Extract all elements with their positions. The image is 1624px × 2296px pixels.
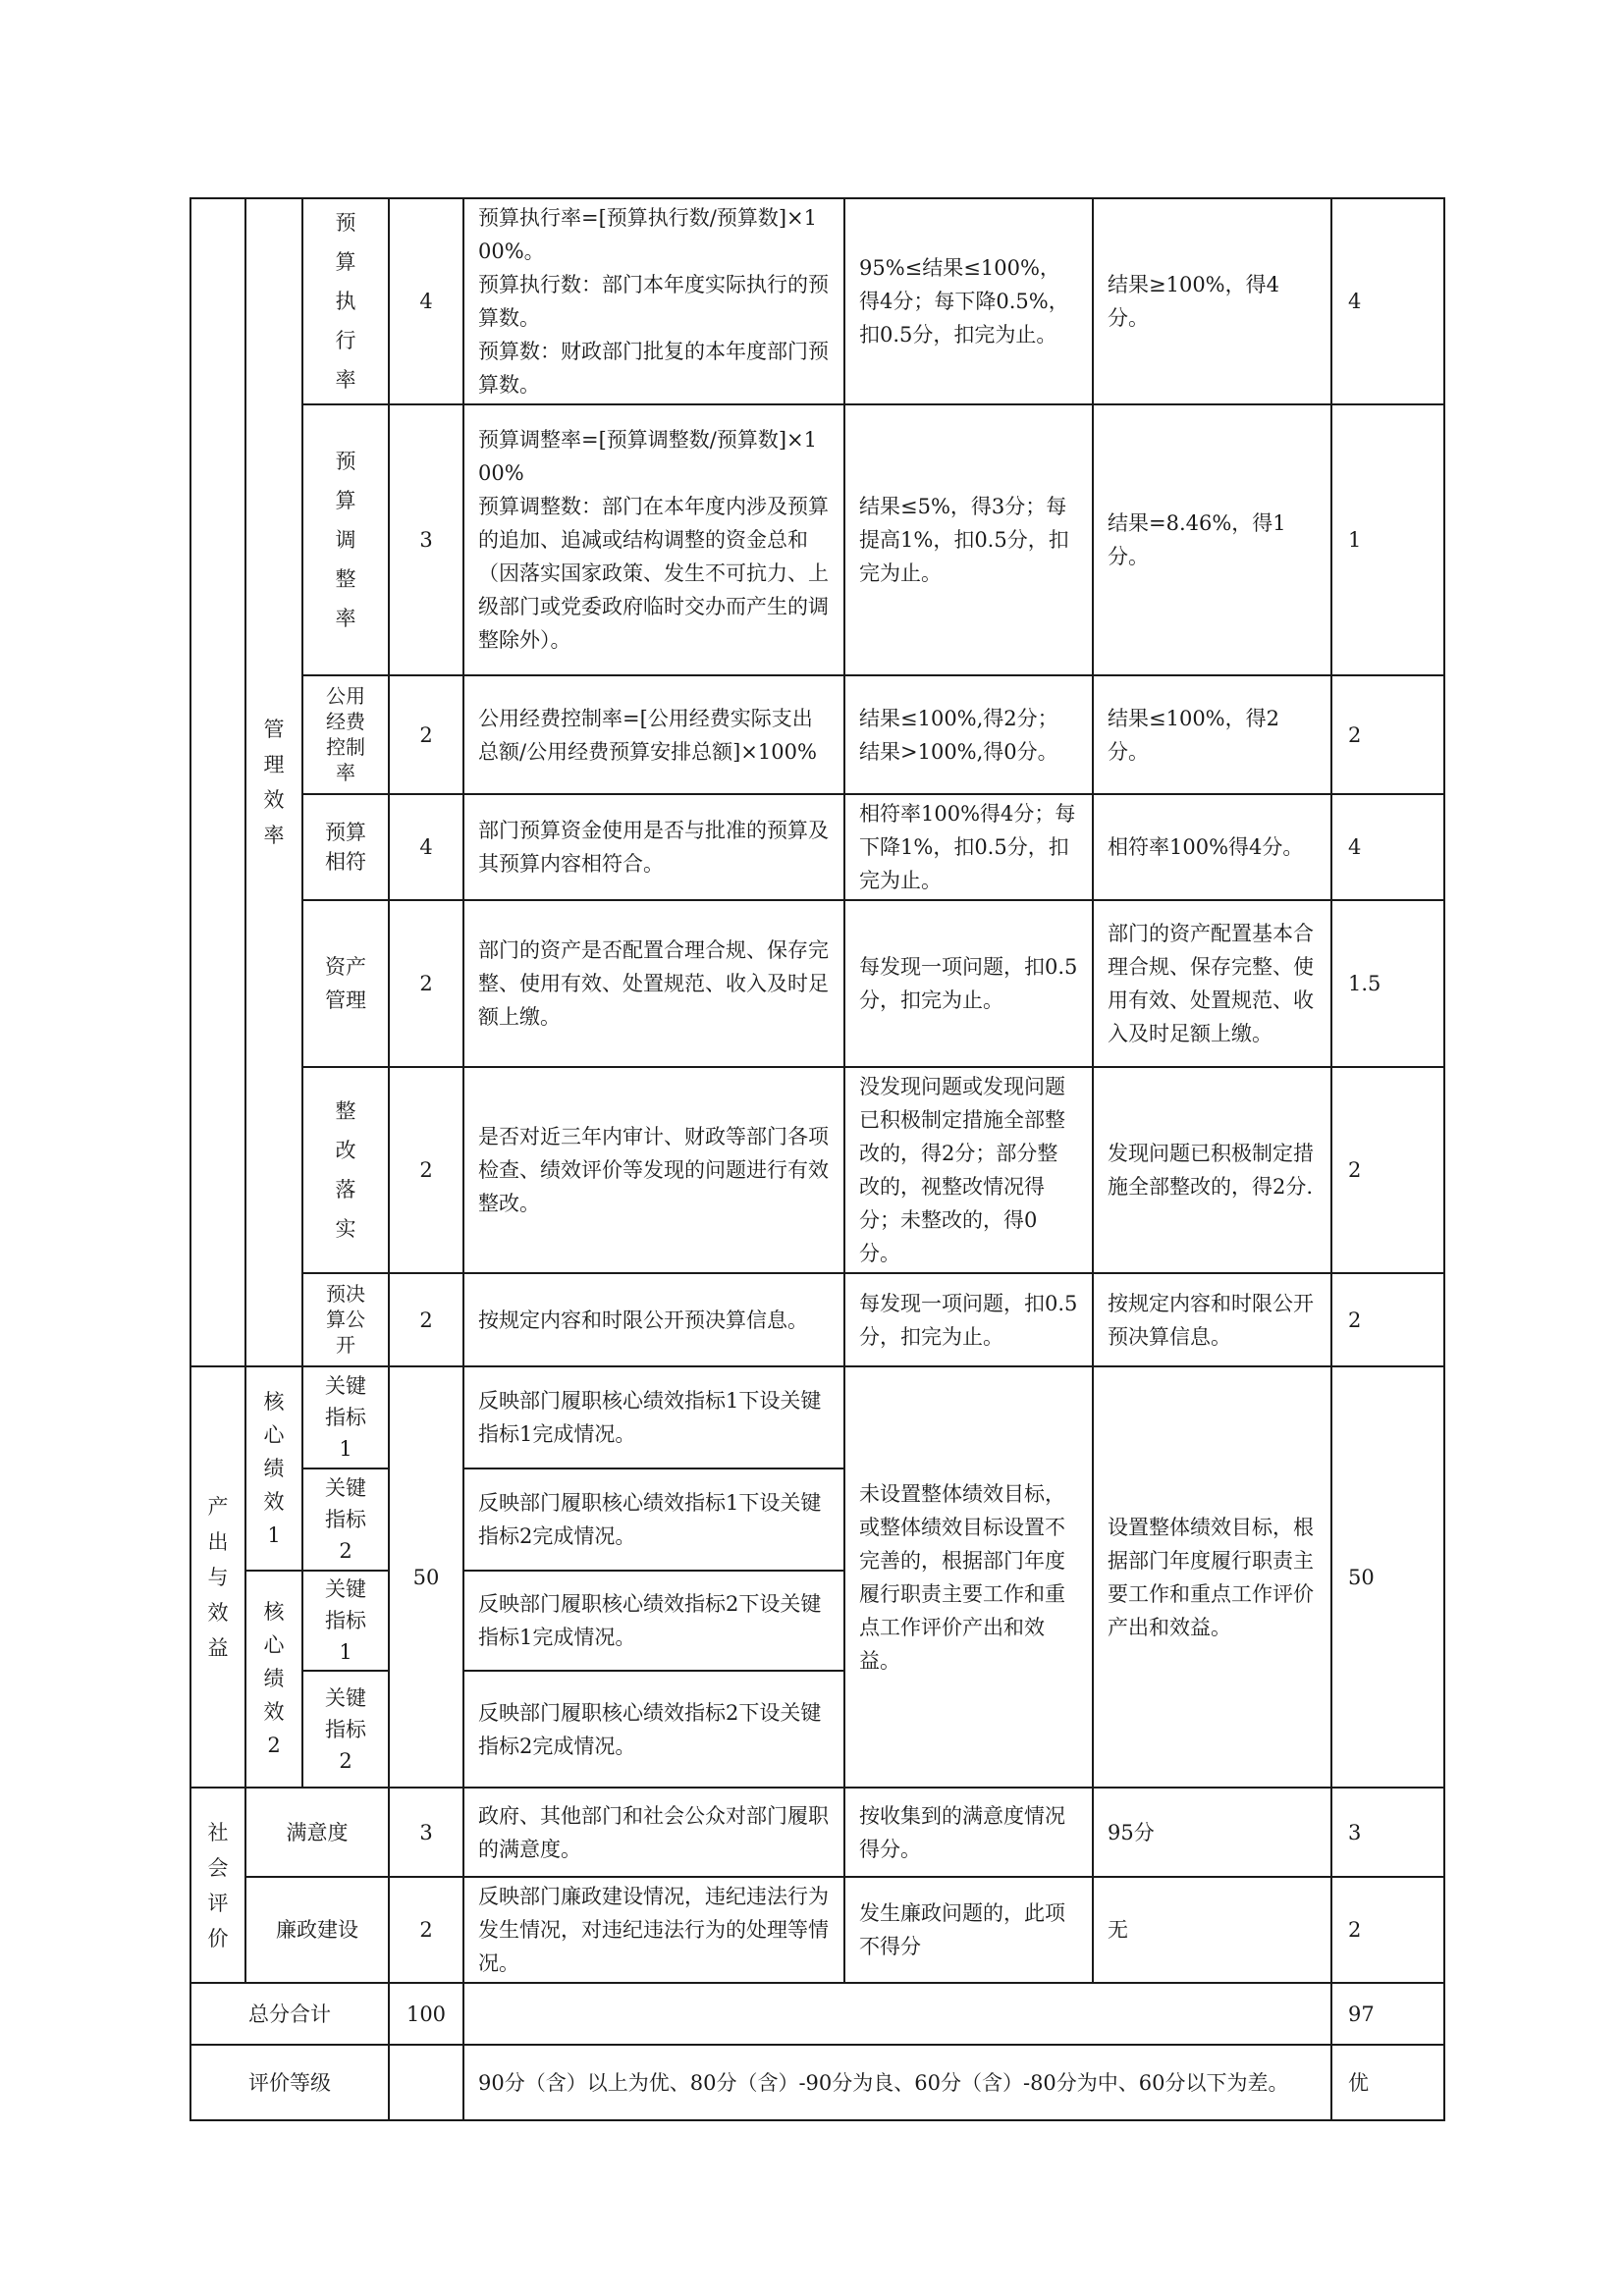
level2-label: 管理效率 bbox=[263, 718, 285, 847]
final-score-cell: 3 bbox=[1331, 1788, 1444, 1877]
level3-label: 关键指标2 bbox=[325, 1476, 366, 1563]
grade-content-cell: 90分（含）以上为优、80分（含）-90分为良、60分（含）-80分为中、60分以下为差。 bbox=[463, 2045, 1331, 2120]
level3-public-expense-control bbox=[302, 675, 389, 794]
result-cell: 95分 bbox=[1093, 1788, 1331, 1877]
level3-budget-execution bbox=[302, 198, 389, 404]
total-empty-cell bbox=[463, 1983, 1331, 2045]
table-row bbox=[190, 404, 1444, 675]
standard-cell: 每发现一项问题，扣0.5分，扣完为止。 bbox=[844, 1273, 1093, 1366]
content-cell: 公用经费控制率=[公用经费实际支出总额/公用经费预算安排总额]×100% bbox=[463, 675, 844, 794]
result-cell: 结果≥100%，得4分。 bbox=[1093, 198, 1331, 404]
score-cell: 2 bbox=[389, 1067, 463, 1273]
final-score-cell: 1.5 bbox=[1331, 900, 1444, 1067]
grade-row bbox=[190, 2045, 1444, 2120]
level3-label: 关键指标1 bbox=[325, 1374, 366, 1461]
score-cell: 2 bbox=[389, 675, 463, 794]
standard-cell: 95%≤结果≤100%，得4分；每下降0.5%，扣0.5分，扣完为止。 bbox=[844, 198, 1093, 404]
level1-social-evaluation bbox=[190, 1788, 245, 1983]
level3-label: 关键指标2 bbox=[325, 1685, 366, 1773]
standard-cell: 相符率100%得4分；每下降1%，扣0.5分，扣完为止。 bbox=[844, 794, 1093, 900]
standard-cell: 没发现问题或发现问题已积极制定措施全部整改的，得2分；部分整改的，视整改情况得分；未整改的，得0分。 bbox=[844, 1067, 1093, 1273]
standard-cell: 按收集到的满意度情况得分。 bbox=[844, 1788, 1093, 1877]
final-score-cell: 1 bbox=[1331, 404, 1444, 675]
level3-key-indicator bbox=[302, 1671, 389, 1788]
final-score-cell: 2 bbox=[1331, 1067, 1444, 1273]
standard-cell: 每发现一项问题，扣0.5分，扣完为止。 bbox=[844, 900, 1093, 1067]
table-row bbox=[190, 198, 1444, 404]
score-cell: 4 bbox=[389, 794, 463, 900]
content-cell: 反映部门履职核心绩效指标1下设关键指标1完成情况。 bbox=[463, 1366, 844, 1468]
total-score-cell: 100 bbox=[389, 1983, 463, 2045]
content-cell: 反映部门履职核心绩效指标2下设关键指标1完成情况。 bbox=[463, 1571, 844, 1671]
result-cell: 部门的资产配置基本合理合规、保存完整、使用有效、处置规范、收入及时足额上缴。 bbox=[1093, 900, 1331, 1067]
content-cell: 政府、其他部门和社会公众对部门履职的满意度。 bbox=[463, 1788, 844, 1877]
result-cell: 结果≤100%，得2分。 bbox=[1093, 675, 1331, 794]
score-cell: 3 bbox=[389, 404, 463, 675]
content-text: 预算调整率=[预算调整数/预算数]×100% 预算调整数：部门在本年度内涉及预算的追加、追减或结构调整的资金总和（因落实国家政策、发生不可抗力、上级部门或党委政府临时交办而产生的调整除外）。 bbox=[478, 428, 829, 652]
result-cell: 结果=8.46%，得1分。 bbox=[1093, 404, 1331, 675]
standard-cell: 发生廉政问题的，此项不得分 bbox=[844, 1877, 1093, 1983]
grade-label: 评价等级 bbox=[190, 2045, 389, 2120]
final-score-cell: 2 bbox=[1331, 1273, 1444, 1366]
table-row bbox=[190, 675, 1444, 794]
level1-label: 产出与效益 bbox=[207, 1494, 229, 1660]
level2-core1 bbox=[245, 1366, 302, 1571]
content-cell: 部门预算资金使用是否与批准的预算及其预算内容相符合。 bbox=[463, 794, 844, 900]
level2-core2 bbox=[245, 1571, 302, 1788]
final-score-cell: 2 bbox=[1331, 675, 1444, 794]
level3-key-indicator bbox=[302, 1468, 389, 1571]
result-cell: 按规定内容和时限公开预决算信息。 bbox=[1093, 1273, 1331, 1366]
content-cell bbox=[463, 198, 844, 404]
content-cell: 反映部门廉政建设情况，违纪违法行为发生情况，对违纪违法行为的处理等情况。 bbox=[463, 1877, 844, 1983]
level3-rectification bbox=[302, 1067, 389, 1273]
satisfaction-label: 满意度 bbox=[245, 1788, 389, 1877]
total-label: 总分合计 bbox=[190, 1983, 389, 2045]
level3-key-indicator bbox=[302, 1571, 389, 1671]
content-text: 预算执行率=[预算执行数/预算数]×100%。 预算执行数：部门本年度实际执行的预算数。 预算数：财政部门批复的本年度部门预算数。 bbox=[478, 206, 829, 397]
level3-asset-management bbox=[302, 900, 389, 1067]
content-cell: 反映部门履职核心绩效指标1下设关键指标2完成情况。 bbox=[463, 1468, 844, 1571]
table-row bbox=[190, 1788, 1444, 1877]
level2-management-efficiency bbox=[245, 198, 302, 1366]
level3-label: 公用经费控制率 bbox=[326, 683, 365, 784]
level2-label: 核心绩效2 bbox=[263, 1600, 285, 1757]
level1-output-benefit bbox=[190, 1366, 245, 1788]
final-score-cell: 4 bbox=[1331, 794, 1444, 900]
content-cell: 部门的资产是否配置合理合规、保存完整、使用有效、处置规范、收入及时足额上缴。 bbox=[463, 900, 844, 1067]
level3-label: 预算相符 bbox=[325, 821, 366, 874]
level3-budget-disclosure bbox=[302, 1273, 389, 1366]
level3-label: 关键指标1 bbox=[325, 1577, 366, 1664]
score-cell: 2 bbox=[389, 900, 463, 1067]
score-cell: 2 bbox=[389, 1273, 463, 1366]
level3-label: 预算执行率 bbox=[335, 211, 356, 392]
result-cell: 相符率100%得4分。 bbox=[1093, 794, 1331, 900]
level3-budget-consistency bbox=[302, 794, 389, 900]
table-row bbox=[190, 1877, 1444, 1983]
standard-cell: 结果≤5%，得3分；每提高1%，扣0.5分，扣完为止。 bbox=[844, 404, 1093, 675]
result-cell: 无 bbox=[1093, 1877, 1331, 1983]
integrity-label: 廉政建设 bbox=[245, 1877, 389, 1983]
standard-cell: 结果≤100%,得2分；结果>100%,得0分。 bbox=[844, 675, 1093, 794]
level1-cell-empty bbox=[190, 198, 245, 1366]
table-row bbox=[190, 794, 1444, 900]
table-row bbox=[190, 1067, 1444, 1273]
level3-key-indicator bbox=[302, 1366, 389, 1468]
level3-label: 预决算公开 bbox=[326, 1281, 365, 1357]
level3-label: 整改落实 bbox=[335, 1099, 356, 1241]
level2-label: 核心绩效1 bbox=[263, 1389, 285, 1547]
result-cell: 发现问题已积极制定措施全部整改的，得2分. bbox=[1093, 1067, 1331, 1273]
total-final-cell: 97 bbox=[1331, 1983, 1444, 2045]
table-row bbox=[190, 900, 1444, 1067]
final-score-cell: 4 bbox=[1331, 198, 1444, 404]
score-cell: 4 bbox=[389, 198, 463, 404]
final-score-cell: 50 bbox=[1331, 1366, 1444, 1788]
score-cell: 50 bbox=[389, 1366, 463, 1788]
level3-label: 资产管理 bbox=[325, 955, 366, 1012]
evaluation-table bbox=[189, 197, 1445, 2121]
total-row bbox=[190, 1983, 1444, 2045]
content-cell: 按规定内容和时限公开预决算信息。 bbox=[463, 1273, 844, 1366]
grade-final-cell: 优 bbox=[1331, 2045, 1444, 2120]
level1-label: 社会评价 bbox=[207, 1820, 229, 1950]
grade-empty-cell bbox=[389, 2045, 463, 2120]
content-cell bbox=[463, 404, 844, 675]
final-score-cell: 2 bbox=[1331, 1877, 1444, 1983]
level3-label: 预算调整率 bbox=[335, 450, 356, 630]
table-row bbox=[190, 1366, 1444, 1468]
table-row bbox=[190, 1273, 1444, 1366]
result-cell: 设置整体绩效目标，根据部门年度履行职责主要工作和重点工作评价产出和效益。 bbox=[1093, 1366, 1331, 1788]
standard-cell: 未设置整体绩效目标，或整体绩效目标设置不完善的，根据部门年度履行职责主要工作和重点工作评价产出和效益。 bbox=[844, 1366, 1093, 1788]
score-cell: 3 bbox=[389, 1788, 463, 1877]
score-cell: 2 bbox=[389, 1877, 463, 1983]
content-cell: 是否对近三年内审计、财政等部门各项检查、绩效评价等发现的问题进行有效整改。 bbox=[463, 1067, 844, 1273]
level3-budget-adjustment bbox=[302, 404, 389, 675]
content-cell: 反映部门履职核心绩效指标2下设关键指标2完成情况。 bbox=[463, 1671, 844, 1788]
